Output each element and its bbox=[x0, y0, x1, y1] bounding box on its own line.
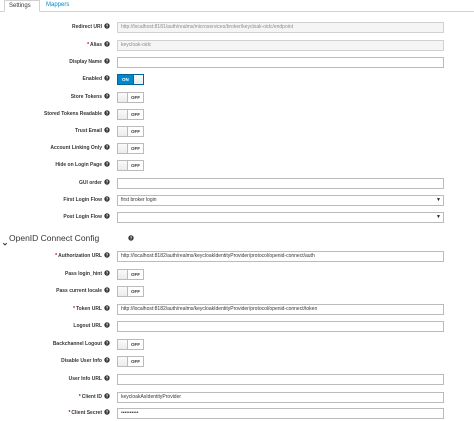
first-login-flow-row bbox=[0, 193, 474, 207]
help-circle-icon[interactable] bbox=[104, 409, 110, 415]
client-id-label: *Client ID ? bbox=[78, 393, 109, 400]
toggle-knob bbox=[118, 144, 128, 153]
svg-text:?: ? bbox=[105, 127, 109, 133]
help-circle-icon[interactable] bbox=[104, 375, 110, 381]
toggle-state: OFF bbox=[131, 163, 140, 168]
pass-login-hint-toggle[interactable] bbox=[117, 269, 144, 280]
required-marker: * bbox=[68, 410, 71, 416]
disable-user-info-row bbox=[0, 354, 474, 368]
gui-order-label: GUI order ? bbox=[78, 179, 109, 186]
help-circle-icon[interactable] bbox=[104, 357, 110, 363]
alias-field[interactable]: keycloak-oidc bbox=[117, 40, 444, 51]
user-info-url-field[interactable] bbox=[117, 374, 444, 385]
enabled-row bbox=[0, 72, 474, 86]
help-circle-icon[interactable] bbox=[104, 127, 110, 133]
stored-tokens-readable-row bbox=[0, 107, 474, 121]
toggle-state: OFF bbox=[131, 342, 140, 347]
toggle-state: OFF bbox=[131, 146, 140, 151]
svg-text:?: ? bbox=[129, 235, 133, 241]
svg-text:?: ? bbox=[105, 41, 109, 47]
toggle-state: OFF bbox=[131, 359, 140, 364]
svg-text:?: ? bbox=[105, 179, 109, 185]
first-login-flow-select[interactable] bbox=[117, 195, 444, 206]
backchannel-logout-toggle[interactable] bbox=[117, 339, 144, 350]
user-info-url-row bbox=[0, 372, 474, 386]
pass-login-hint-label: Pass login_hint ? bbox=[65, 270, 109, 277]
disable-user-info-toggle[interactable] bbox=[117, 356, 144, 367]
help-circle-icon[interactable] bbox=[104, 110, 110, 116]
alias-row bbox=[0, 38, 474, 52]
help-circle-icon[interactable] bbox=[128, 235, 134, 241]
toggle-knob bbox=[118, 287, 128, 296]
svg-text:?: ? bbox=[105, 161, 109, 167]
trust-email-label: Trust Email ? bbox=[75, 127, 109, 134]
svg-text:?: ? bbox=[105, 305, 109, 311]
pass-current-locale-toggle[interactable] bbox=[117, 286, 144, 297]
svg-text:?: ? bbox=[105, 75, 109, 81]
help-circle-icon[interactable] bbox=[104, 340, 110, 346]
account-linking-only-toggle[interactable] bbox=[117, 143, 144, 154]
backchannel-logout-label: Backchannel Logout ? bbox=[52, 340, 109, 347]
help-circle-icon[interactable] bbox=[104, 287, 110, 293]
authorization-url-label: *Authorization URL ? bbox=[55, 252, 109, 259]
help-circle-icon[interactable] bbox=[104, 75, 110, 81]
store-tokens-label: Store Tokens ? bbox=[70, 93, 109, 100]
help-circle-icon[interactable] bbox=[104, 322, 110, 328]
tab-bar bbox=[0, 0, 474, 12]
redirect-uri-label: Redirect URI ? bbox=[71, 23, 109, 30]
gui-order-field[interactable] bbox=[117, 178, 444, 189]
display-name-field[interactable] bbox=[117, 57, 444, 68]
help-circle-icon[interactable] bbox=[104, 270, 110, 276]
logout-url-field[interactable] bbox=[117, 321, 444, 332]
svg-text:?: ? bbox=[105, 213, 109, 219]
toggle-state: OFF bbox=[131, 272, 140, 277]
stored-tokens-readable-label: Stored Tokens Readable ? bbox=[44, 110, 109, 117]
client-secret-row bbox=[0, 406, 474, 420]
pass-current-locale-row bbox=[0, 284, 474, 298]
help-circle-icon[interactable] bbox=[104, 23, 110, 29]
oidc-section-header[interactable] bbox=[0, 230, 474, 246]
redirect-uri-field[interactable]: http://localhost:8181/auth/realms/microservices/broker/keycloak-oidc/endpoint bbox=[117, 22, 444, 33]
pass-login-hint-row bbox=[0, 267, 474, 281]
toggle-state: OFF bbox=[131, 95, 140, 100]
toggle-state: OFF bbox=[131, 289, 140, 294]
enabled-label: Enabled ? bbox=[82, 75, 109, 82]
first-login-flow-label: First Login Flow ? bbox=[63, 196, 109, 203]
token-url-field[interactable]: http://localhost:8182/auth/realms/keycloakIdentityProvider/protocol/openid-connect/token bbox=[117, 304, 444, 315]
section-title: OpenID Connect Config bbox=[9, 233, 100, 243]
svg-text:?: ? bbox=[105, 270, 109, 276]
user-info-url-label: User Info URL ? bbox=[68, 375, 109, 382]
required-marker: * bbox=[87, 42, 90, 48]
help-circle-icon[interactable] bbox=[104, 41, 110, 47]
help-circle-icon[interactable] bbox=[104, 144, 110, 150]
svg-text:?: ? bbox=[105, 110, 109, 116]
svg-text:?: ? bbox=[105, 252, 109, 258]
token-url-label: *Token URL ? bbox=[73, 305, 109, 312]
toggle-knob bbox=[118, 340, 128, 349]
gui-order-row bbox=[0, 176, 474, 190]
account-linking-only-label: Account Linking Only ? bbox=[50, 144, 109, 151]
alias-label: *Alias ? bbox=[87, 41, 109, 48]
toggle-knob bbox=[118, 161, 128, 170]
post-login-flow-label: Post Login Flow ? bbox=[63, 213, 109, 220]
pass-current-locale-label: Pass current locale ? bbox=[56, 287, 109, 294]
toggle-knob bbox=[118, 93, 128, 102]
store-tokens-row bbox=[0, 90, 474, 104]
toggle-state: OFF bbox=[131, 112, 140, 117]
svg-text:?: ? bbox=[105, 393, 109, 399]
svg-text:?: ? bbox=[105, 375, 109, 381]
toggle-knob bbox=[118, 357, 128, 366]
toggle-state: OFF bbox=[131, 129, 140, 134]
select-value: first broker login bbox=[121, 197, 157, 203]
hide-on-login-page-row bbox=[0, 158, 474, 172]
help-circle-icon[interactable] bbox=[104, 196, 110, 202]
toggle-knob bbox=[118, 270, 128, 279]
svg-text:?: ? bbox=[105, 322, 109, 328]
post-login-flow-select[interactable] bbox=[117, 212, 444, 223]
client-id-row bbox=[0, 390, 474, 404]
backchannel-logout-row bbox=[0, 337, 474, 351]
trust-email-toggle[interactable] bbox=[117, 126, 144, 137]
required-marker: * bbox=[78, 394, 81, 400]
tab-mappers[interactable]: Mappers bbox=[46, 2, 70, 8]
svg-text:?: ? bbox=[105, 287, 109, 293]
hide-on-login-page-toggle[interactable] bbox=[117, 160, 144, 171]
help-circle-icon[interactable] bbox=[104, 93, 110, 99]
enabled-toggle[interactable] bbox=[117, 74, 144, 85]
svg-text:?: ? bbox=[105, 23, 109, 29]
authorization-url-field[interactable]: http://localhost:8182/auth/realms/keycloakIdentityProvider/protocol/openid-connect/auth bbox=[117, 251, 444, 262]
toggle-state: ON bbox=[122, 77, 129, 82]
redirect-uri-row bbox=[0, 20, 474, 34]
svg-text:?: ? bbox=[105, 144, 109, 150]
trust-email-row bbox=[0, 124, 474, 138]
authorization-url-row bbox=[0, 249, 474, 263]
display-name-row bbox=[0, 55, 474, 69]
help-circle-icon[interactable] bbox=[104, 213, 110, 219]
chevron-down-icon[interactable] bbox=[2, 234, 8, 240]
toggle-knob bbox=[133, 75, 143, 84]
help-circle-icon[interactable] bbox=[104, 252, 110, 258]
svg-text:?: ? bbox=[105, 340, 109, 346]
hide-on-login-page-label: Hide on Login Page ? bbox=[55, 161, 109, 168]
disable-user-info-label: Disable User Info ? bbox=[61, 357, 109, 364]
svg-text:?: ? bbox=[105, 409, 109, 415]
help-circle-icon[interactable] bbox=[104, 305, 110, 311]
help-circle-icon[interactable] bbox=[104, 179, 110, 185]
required-marker: * bbox=[55, 253, 58, 259]
post-login-flow-row bbox=[0, 210, 474, 224]
display-name-label: Display Name ? bbox=[69, 58, 109, 65]
token-url-row bbox=[0, 302, 474, 316]
svg-text:?: ? bbox=[105, 93, 109, 99]
stored-tokens-readable-toggle[interactable] bbox=[117, 109, 144, 120]
logout-url-label: Logout URL ? bbox=[73, 322, 109, 329]
account-linking-only-row bbox=[0, 141, 474, 155]
client-id-field[interactable]: keycloakAsIdentityProvider bbox=[117, 392, 444, 403]
logout-url-row bbox=[0, 319, 474, 333]
required-marker: * bbox=[73, 306, 75, 312]
store-tokens-toggle[interactable] bbox=[117, 92, 144, 103]
help-circle-icon[interactable] bbox=[104, 393, 110, 399]
help-circle-icon[interactable] bbox=[104, 161, 110, 167]
toggle-knob bbox=[118, 110, 128, 119]
caret-down-icon: ▼ bbox=[436, 214, 441, 220]
svg-text:?: ? bbox=[105, 196, 109, 202]
caret-down-icon: ▼ bbox=[436, 197, 441, 203]
tab-settings[interactable]: Settings bbox=[4, 0, 40, 12]
help-circle-icon[interactable] bbox=[104, 58, 110, 64]
client-secret-field[interactable]: •••••••••• bbox=[117, 408, 444, 419]
svg-text:?: ? bbox=[105, 357, 109, 363]
toggle-knob bbox=[118, 127, 128, 136]
client-secret-label: *Client Secret ? bbox=[68, 409, 109, 416]
svg-text:?: ? bbox=[105, 58, 109, 64]
